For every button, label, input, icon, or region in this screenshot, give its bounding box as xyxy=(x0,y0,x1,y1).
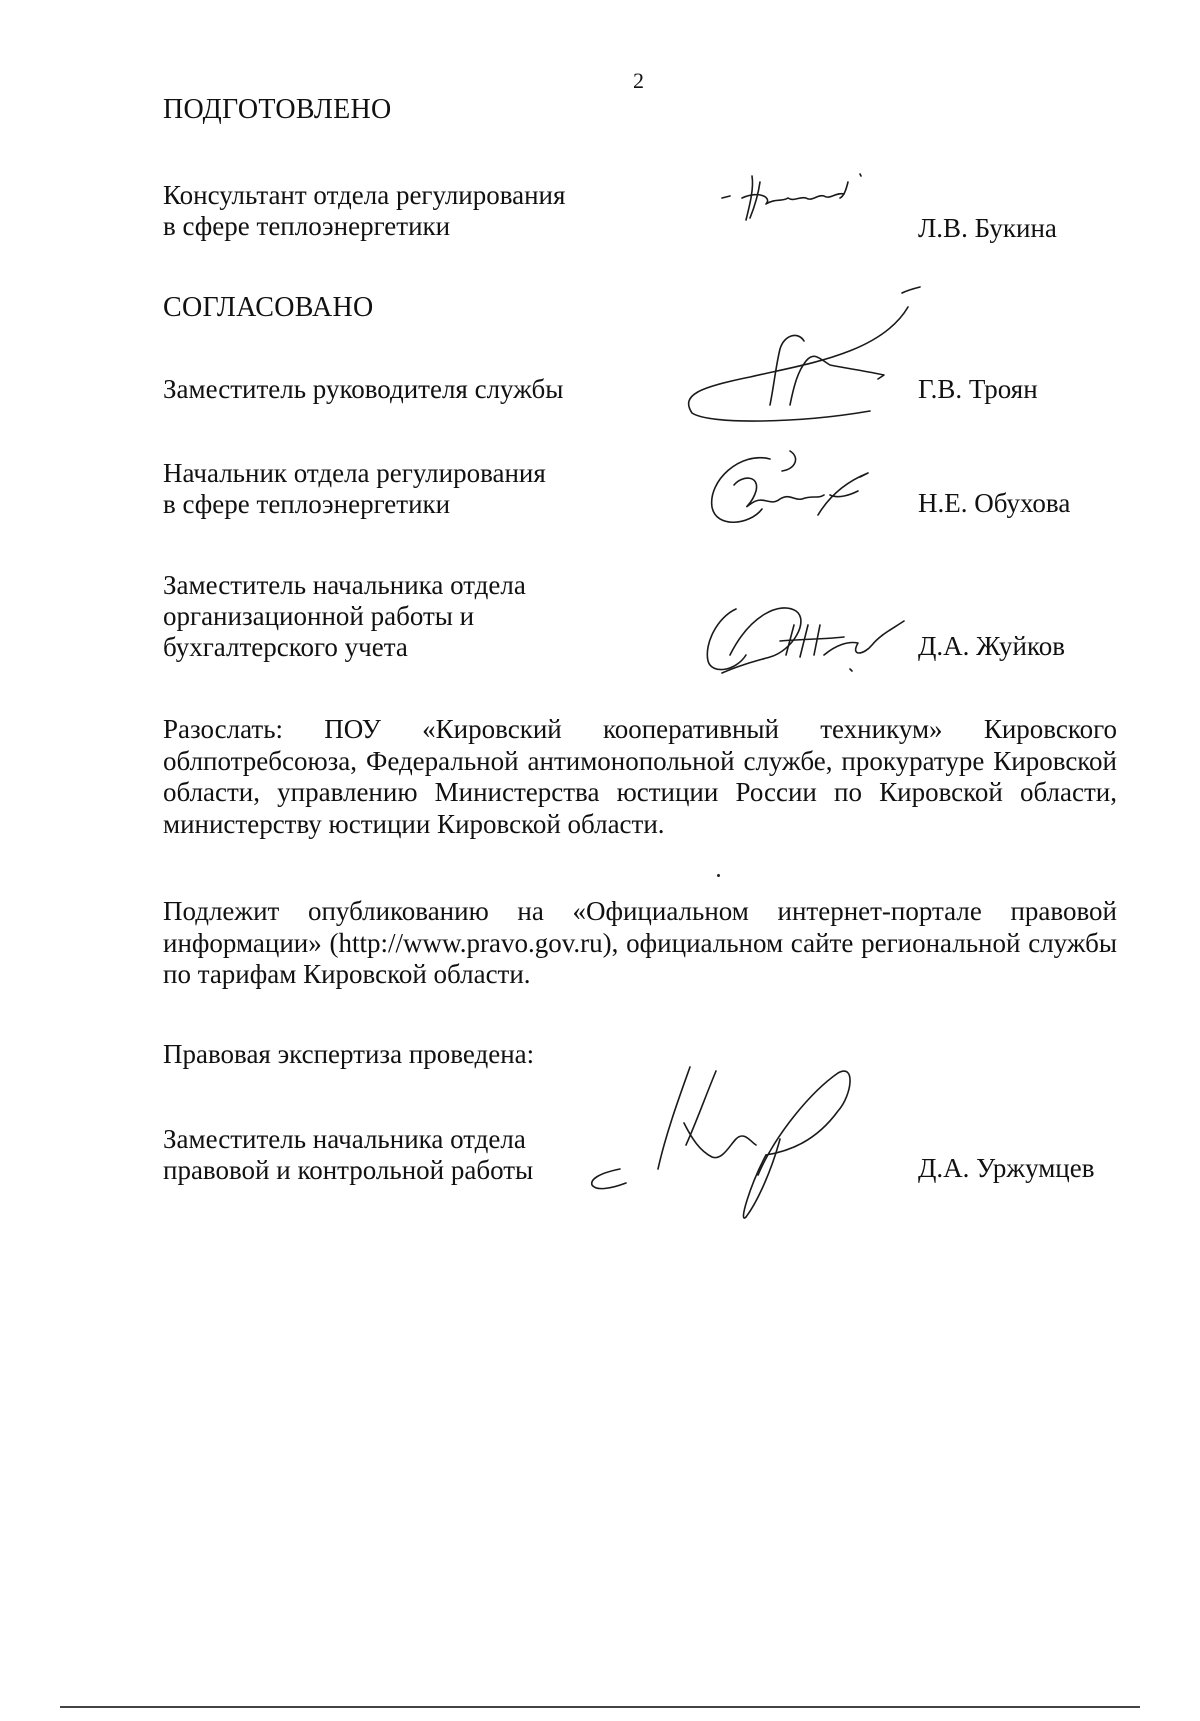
prepared-position: Консультант отдела регулирования в сфере теплоэнергетики xyxy=(163,180,566,241)
legal-review-position: Заместитель начальника отдела правовой и контрольной работы xyxy=(163,1124,534,1185)
signatory-name-troyan: Г.В. Троян xyxy=(918,374,1038,404)
signature-zhuikov xyxy=(700,595,910,685)
prepared-heading: ПОДГОТОВЛЕНО xyxy=(163,94,392,125)
stray-dot xyxy=(717,874,720,877)
legal-review-statement: Правовая экспертиза проведена: xyxy=(163,1039,535,1069)
signatory-position-zhuikov: Заместитель начальника отдела организационной работы и бухгалтерского учета xyxy=(163,570,526,662)
legal-review-name: Д.А. Уржумцев xyxy=(918,1153,1095,1183)
signature-obukhova xyxy=(700,445,880,540)
signature-bukina xyxy=(720,168,890,238)
signatory-name-obukhova: Н.Е. Обухова xyxy=(918,488,1071,518)
distribution-list: Разослать: ПОУ «Кировский кооперативный техникум» Кировского облпотребсоюза, Федеральной антимонопольной службе, прокуратуре Кировской области, управлению Министерства юстиции России по Кировской области, министерству юстиции Кировской области. xyxy=(163,714,1117,839)
publication-note: Подлежит опубликованию на «Официальном интернет-портале правовой информации» (http://www.pravo.gov.ru), официальном сайте региональной службы по тарифам Кировской области. xyxy=(163,896,1117,989)
signatory-position-obukhova: Начальник отдела регулирования в сфере теплоэнергетики xyxy=(163,458,546,519)
signatory-name-zhuikov: Д.А. Жуйков xyxy=(918,631,1065,661)
prepared-name: Л.В. Букина xyxy=(918,213,1057,243)
signature-urzhumtsev xyxy=(580,1065,880,1225)
page-number: 2 xyxy=(633,68,644,93)
footer-line xyxy=(60,1706,1140,1708)
signature-troyan xyxy=(680,285,930,460)
signatory-position-troyan: Заместитель руководителя службы xyxy=(163,374,564,404)
agreed-heading: СОГЛАСОВАНО xyxy=(163,292,374,323)
